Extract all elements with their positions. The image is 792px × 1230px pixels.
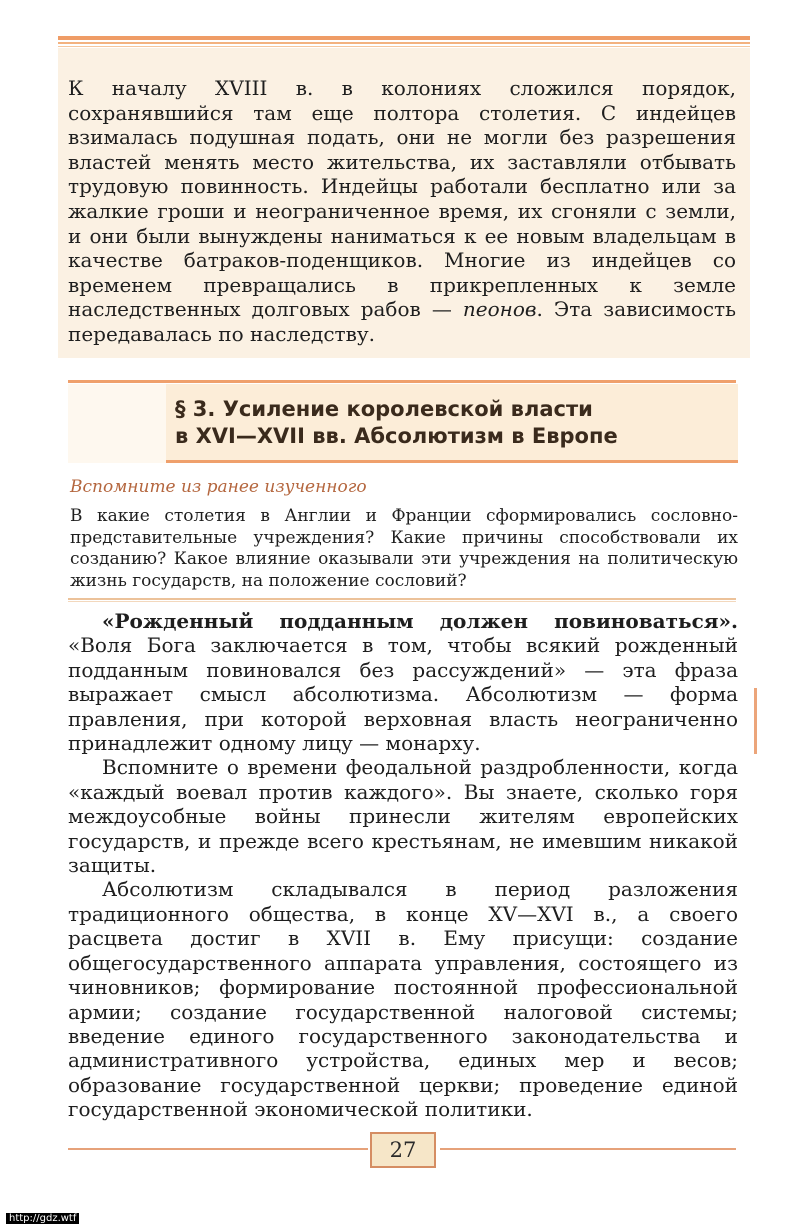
recall-heading: Вспомните из ранее изученного	[70, 477, 367, 497]
top-rule-secondary	[58, 42, 750, 44]
top-rule	[58, 36, 750, 40]
paragraph-absolutism-definition: «Рожденный подданным должен повиноваться». «Воля Бога заключается в том, чтобы всякий рожденный подданным повиновался без рассуждений» — эта фраза выражает смысл абсолютизма. Абсолютизм — форма правления, при которой верховная власть неограниченно принадлежит одному лицу — монарху.	[68, 609, 738, 756]
section-title-line1: § 3. Усиление королевской власти	[175, 397, 593, 421]
intro-term: пеонов	[462, 297, 537, 322]
section-left-panel	[68, 384, 166, 463]
intro-paragraph: К началу XVIII в. в колониях сложился порядок, сохранявшийся там еще полтора столетия. С индейцев взималась подушная подать, они не могли без разрешения властей менять место жительства, их заставляли отбывать трудовую повинность. Индейцы работали бесплатно или за жалкие гроши и неограниченное время, их сгоняли с земли, и они были вынуждены наниматься к ее новым владельцам в качестве батраков-поденщиков. Многие из индейцев со временем превращались в прикрепленных к земле наследственных долговых рабов — пеонов. Эта зависимость передавалась по наследству.	[68, 76, 736, 346]
paragraph-lead: «Рожденный подданным должен повиноваться».	[102, 609, 738, 633]
paragraph-features: Абсолютизм складывался в период разложения традиционного общества, в конце XV—XVI в., а своего расцвета достиг в XVII в. Ему присущи: создание общегосударственного аппарата управления, состоящего из чиновников; формирование постоянной профессиональной армии; создание государственной налоговой системы; введение единого государственного законодательства и административного устройства, единых мер и весов; образование государственной церкви; проведение единой государственной экономической политики.	[68, 877, 738, 1122]
recall-rule-secondary	[68, 601, 736, 602]
page-number: 27	[370, 1132, 436, 1168]
footer-rule-right	[440, 1148, 736, 1150]
section-rule	[68, 380, 736, 383]
main-text	[68, 609, 738, 1122]
footer-rule-left	[68, 1148, 368, 1150]
section-title	[175, 396, 735, 450]
section-title-line2: в XVI—XVII вв. Абсолютизм в Европе	[175, 424, 618, 448]
recall-questions: В какие столетия в Англии и Франции сформировались сословно-представительные учреждения? Какие причины способствовали их созданию? Какое влияние оказывали эти учреждения на политическую жизнь государств, на положение сословий?	[70, 506, 738, 592]
margin-marker	[754, 688, 757, 754]
top-rule-tertiary	[58, 46, 750, 47]
recall-rule	[68, 598, 736, 600]
paragraph-feudal: Вспомните о времени феодальной раздробленности, когда «каждый воевал против каждого». Вы знаете, сколько горя междоусобные войны принесли жителям европейских государств, и прежде всего крестьянам, не имевшим никакой защиты.	[68, 755, 738, 878]
watermark[interactable]: http://gdz.wtf	[6, 1213, 79, 1224]
